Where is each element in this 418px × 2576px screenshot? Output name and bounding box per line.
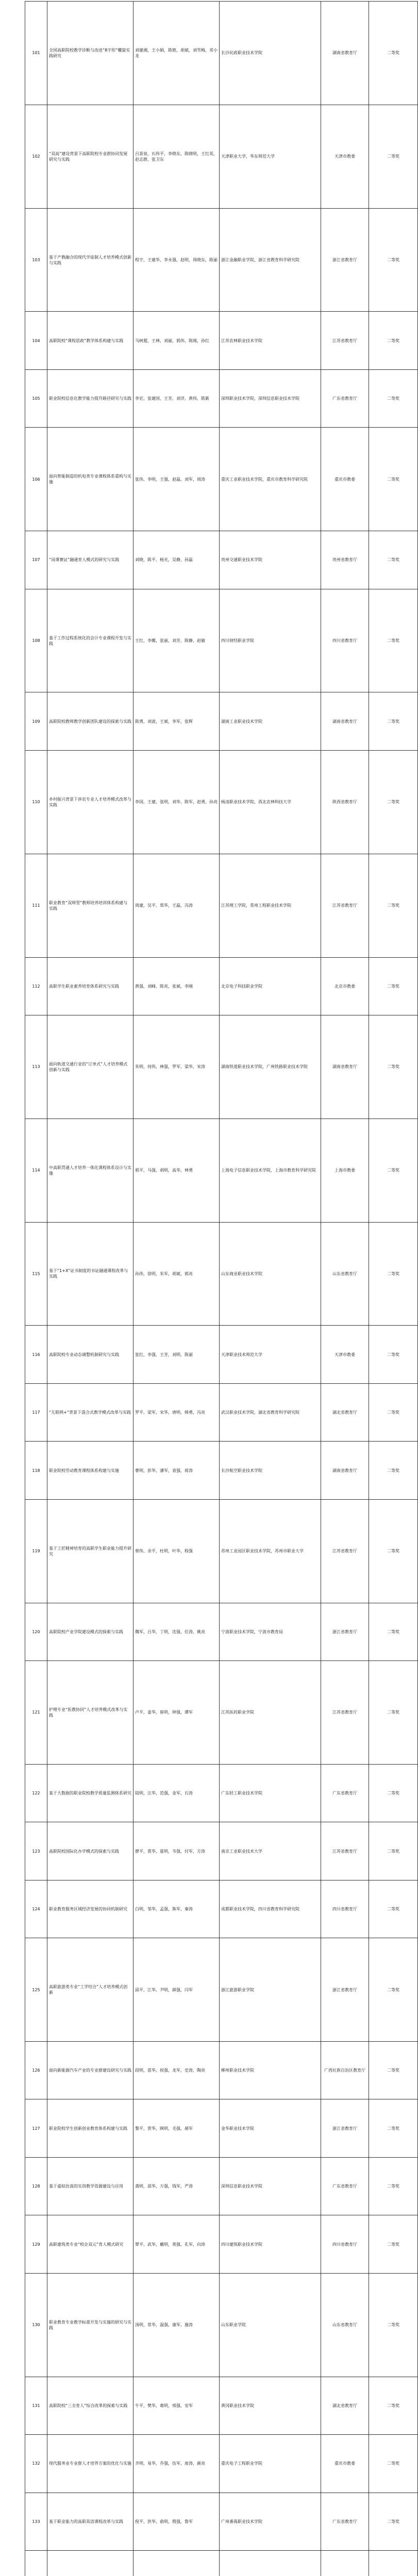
- serial-number-cell: [25, 2550, 47, 2576]
- achievement-name-cell: 现代服务业专业群人才培养方案的优化与实施: [47, 2435, 133, 2493]
- achievement-name-cell: 高职院校专业动态调整机制研究与实践: [47, 1326, 133, 1383]
- recommending-unit-cell: 湖南省教育厅: [321, 2, 369, 105]
- achievement-name-cell: 基于产教融合的现代学徒制人才培养模式创新与实践: [47, 208, 133, 312]
- recommending-unit-cell: 湖南省教育厅: [321, 1015, 369, 1118]
- serial-number-cell: 113: [25, 1015, 47, 1118]
- achievement-name-cell: 高职院校“三全育人”综合改革的探索与实践: [47, 2377, 133, 2434]
- institution-cell: 四川建筑职业技术学院: [220, 2215, 321, 2273]
- recommending-unit-cell: 广东省教育厅: [321, 1764, 369, 1822]
- recommending-unit-cell: 天津市教委: [321, 1326, 369, 1383]
- table-row: [25, 589, 418, 692]
- serial-number-cell: 127: [25, 2099, 47, 2157]
- institution-cell: 重庆电子工程职业学院: [220, 2435, 321, 2493]
- team-members-cell: 马树超，王林，刘丽，郭伟，陈刚，孙红: [133, 312, 220, 369]
- institution-cell: 山东商业职业技术学院: [220, 1222, 321, 1326]
- team-members-cell: 刘建湘，王小娟，陈艳，胡斌，刘雪梅，邓小龙: [133, 2, 220, 105]
- achievement-name-cell: 职业教育服务区域经济发展的协同机制研究: [47, 1880, 133, 1938]
- serial-number-cell: 120: [25, 1603, 47, 1660]
- team-members-cell: 龚明，邵华，万强，钱军，严涛: [133, 2157, 220, 2215]
- institution-cell: 广东轻工职业技术学院: [220, 1764, 321, 1822]
- institution-cell: 江苏理工学院，常州工程职业技术学院: [220, 854, 321, 957]
- award-level-cell: 二等奖: [369, 2273, 418, 2377]
- table-row: [25, 854, 418, 957]
- award-level-cell: 二等奖: [369, 957, 418, 1015]
- serial-number-cell: 124: [25, 1880, 47, 1938]
- achievement-name-cell: “岗课赛证”融通育人模式的研究与实践: [47, 531, 133, 589]
- team-members-cell: 周建，吴平，郑华，王磊，冯涛: [133, 854, 220, 957]
- team-members-cell: 黄强，刘峰，陈亮，张斌，李刚: [133, 957, 220, 1015]
- institution-cell: 江苏医药职业学院: [220, 1661, 321, 1765]
- achievement-name-cell: 高职学生职业素养培育体系研究与实践: [47, 957, 133, 1015]
- award-level-cell: 二等奖: [369, 2435, 418, 2493]
- recommending-unit-cell: 湖北省教育厅: [321, 1383, 369, 1441]
- team-members-cell: 汤明，常华，温强，康军，施涛: [133, 2273, 220, 2377]
- team-members-cell: 郭平，马强，胡明，高华，林勇: [133, 1118, 220, 1222]
- team-members-cell: 张伟，李明，王强，赵磊，刘军，周涛: [133, 428, 220, 531]
- team-members-cell: 曹明，彭华，潘军，袁强，蒋涛: [133, 1442, 220, 1499]
- table-row: [25, 2099, 418, 2157]
- achievement-name-cell: 职业院校信息化教学能力提升路径研究与实践: [47, 369, 133, 427]
- table-row: [25, 1383, 418, 1441]
- serial-number-cell: 102: [25, 105, 47, 208]
- recommending-unit-cell: 江苏省教育厅: [321, 312, 369, 369]
- table-row: [25, 1442, 418, 1499]
- institution-cell: 湖南工业职业技术学院: [220, 692, 321, 750]
- recommending-unit-cell: 重庆市教委: [321, 2435, 369, 2493]
- recommending-unit-cell: 湖北省教育厅: [321, 2377, 369, 2434]
- table-row: [25, 2157, 418, 2215]
- award-level-cell: 二等奖: [369, 1118, 418, 1222]
- achievement-name-cell: 职业院校学生创新创业教育体系构建与实践: [47, 2099, 133, 2157]
- table-row: [25, 1822, 418, 1880]
- table-row: [25, 2215, 418, 2273]
- serial-number-cell: 101: [25, 2, 47, 105]
- team-members-cell: 李国，王建，张明，刘华，陈军，赵勇，孙亮: [133, 750, 220, 854]
- achievement-name-cell: 基于虚拟仿真的实训教学资源建设与应用: [47, 2157, 133, 2215]
- team-members-cell: 黎平，贺华，顾明，毛强，郝军: [133, 2099, 220, 2157]
- serial-number-cell: 118: [25, 1442, 47, 1499]
- table-row: [25, 1880, 418, 1938]
- award-level-cell: 二等奖: [369, 2493, 418, 2550]
- team-members-cell: 覃平，武华，戴明，莫强，孔军，向涛: [133, 2215, 220, 2273]
- recommending-unit-cell: 湖南省教育厅: [321, 1442, 369, 1499]
- award-level-cell: 二等奖: [369, 1938, 418, 2042]
- award-level-cell: 二等奖: [369, 1661, 418, 1765]
- team-members-cell: 吕景泉，石伟平，李晓东，陈晓明，王红英，赵志群，张卫东: [133, 105, 220, 208]
- institution-cell: 长沙航空职业技术学院: [220, 1442, 321, 1499]
- award-level-cell: 二等奖: [369, 854, 418, 957]
- team-members-cell: 白明，邹华，孟强，熊军，秦涛: [133, 1880, 220, 1938]
- award-level-cell: 二等奖: [369, 692, 418, 750]
- institution-cell: 黄冈职业技术学院: [220, 2377, 321, 2434]
- team-members-cell: 邱平，江华，尹明，薛强，闫军: [133, 1938, 220, 2042]
- recommending-unit-cell: 浙江省教育厅: [321, 1938, 369, 2042]
- table-row: [25, 1326, 418, 1383]
- achievement-name-cell: 基于大数据的职业院校教学质量监测体系研究: [47, 1764, 133, 1822]
- table-row: [25, 2377, 418, 2434]
- serial-number-cell: 131: [25, 2377, 47, 2434]
- team-members-cell: 陈勇，刘波，王斌，李军，张辉: [133, 692, 220, 750]
- serial-number-cell: 126: [25, 2042, 47, 2099]
- achievement-name-cell: 职业教育专业教学标准开发与实施的研究与实践: [47, 2273, 133, 2377]
- recommending-unit-cell: 湖南省教育厅: [321, 692, 369, 750]
- serial-number-cell: 111: [25, 854, 47, 957]
- institution-cell: 浙江旅游职业学院: [220, 1938, 321, 2042]
- table-row: [25, 1938, 418, 2042]
- achievement-name-cell: 面向新能源汽车产业的专业群建设研究与实践: [47, 2042, 133, 2099]
- institution-cell: 柳州职业技术学院: [220, 2042, 321, 2099]
- recommending-unit-cell: 四川省教育厅: [321, 1880, 369, 1938]
- team-members-cell: 刘晓，陈平，杨光，吴静，孙磊: [133, 531, 220, 589]
- achievement-name-cell: [47, 2550, 133, 2576]
- achievement-name-cell: 基于“1+X”证书制度的书证融通课程改革与实践: [47, 1222, 133, 1326]
- institution-cell: 金华职业技术学院: [220, 2099, 321, 2157]
- award-level-cell: 二等奖: [369, 1326, 418, 1383]
- award-level-cell: 二等奖: [369, 312, 418, 369]
- award-list-body: [25, 2, 418, 2576]
- award-level-cell: 二等奖: [369, 208, 418, 312]
- team-members-cell: 段明，雷华，侯强，龙军，史涛，陶亮: [133, 2042, 220, 2099]
- recommending-unit-cell: 陕西省教育厅: [321, 750, 369, 854]
- recommending-unit-cell: 四川省教育厅: [321, 2215, 369, 2273]
- recommending-unit-cell: 贵州省教育厅: [321, 531, 369, 589]
- serial-number-cell: 108: [25, 589, 47, 692]
- serial-number-cell: 107: [25, 531, 47, 589]
- institution-cell: 重庆工业职业技术学院，重庆市教育科学研究院: [220, 428, 321, 531]
- award-level-cell: 二等奖: [369, 1764, 418, 1822]
- achievement-name-cell: “双高”建设背景下高职院校专业群协同发展研究与实践: [47, 105, 133, 208]
- recommending-unit-cell: 浙江省教育厅: [321, 1603, 369, 1660]
- table-row: [25, 1118, 418, 1222]
- serial-number-cell: 116: [25, 1326, 47, 1383]
- institution-cell: 广州番禺职业技术学院: [220, 2493, 321, 2550]
- award-level-cell: 二等奖: [369, 369, 418, 427]
- award-level-cell: 二等奖: [369, 105, 418, 208]
- team-members-cell: 罗平，梁军，宋华，唐明，韩勇，冯亮: [133, 1383, 220, 1441]
- serial-number-cell: 129: [25, 2215, 47, 2273]
- institution-cell: 苏州工业园区职业技术学院，苏州市职业大学: [220, 1499, 321, 1603]
- serial-number-cell: 130: [25, 2273, 47, 2377]
- award-level-cell: 二等奖: [369, 2377, 418, 2434]
- recommending-unit-cell: 浙江省教育厅: [321, 2099, 369, 2157]
- institution-cell: 天津职业技术师范大学: [220, 1326, 321, 1383]
- achievement-name-cell: 高职建筑类专业“校企双元”育人模式研究: [47, 2215, 133, 2273]
- team-members-cell: 蔡伟，余平，杜明，叶华，程强: [133, 1499, 220, 1603]
- serial-number-cell: 105: [25, 369, 47, 427]
- recommending-unit-cell: 广东省教育厅: [321, 2157, 369, 2215]
- award-level-cell: 二等奖: [369, 2, 418, 105]
- award-level-cell: 二等奖: [369, 531, 418, 589]
- table-row: [25, 750, 418, 854]
- recommending-unit-cell: 天津市教委: [321, 105, 369, 208]
- team-members-cell: 王红，李娜，张丽，刘芳，陈静，赵敏: [133, 589, 220, 692]
- institution-cell: 深圳信息职业技术学院: [220, 2157, 321, 2215]
- award-level-cell: 二等奖: [369, 750, 418, 854]
- serial-number-cell: 128: [25, 2157, 47, 2215]
- table-row: [25, 1015, 418, 1118]
- institution-cell: 贵州交通职业技术学院: [220, 531, 321, 589]
- team-members-cell: 牛平，樊华，葛明，邢强，安军: [133, 2377, 220, 2434]
- institution-cell: 四川财经职业学院: [220, 589, 321, 692]
- achievement-name-cell: 护理专业“医教协同”人才培养模式改革与实践: [47, 1661, 133, 1765]
- serial-number-cell: 133: [25, 2493, 47, 2550]
- team-members-cell: 卢平，姜华，崔明，钟强，谭军: [133, 1661, 220, 1765]
- recommending-unit-cell: 广西壮族自治区教育厅: [321, 2042, 369, 2099]
- institution-cell: 成都职业技术学院，四川省教育科学研究院: [220, 1880, 321, 1938]
- team-members-cell: 李宏，张建国，王芳，刘洋，黄伟，陈新: [133, 369, 220, 427]
- achievement-name-cell: “互联网+”背景下混合式教学模式改革与实践: [47, 1383, 133, 1441]
- award-level-cell: 二等奖: [369, 1383, 418, 1441]
- team-members-cell: [133, 2550, 220, 2576]
- serial-number-cell: 121: [25, 1661, 47, 1765]
- recommending-unit-cell: 广东省教育厅: [321, 369, 369, 427]
- team-members-cell: 魏军，吕华，丁明，沈强，任涛，姚亮: [133, 1603, 220, 1660]
- table-row: [25, 692, 418, 750]
- table-row: [25, 2042, 418, 2099]
- institution-cell: 北京电子科技职业学院: [220, 957, 321, 1015]
- table-row: [25, 369, 418, 427]
- award-level-cell: 二等奖: [369, 428, 418, 531]
- achievement-name-cell: 全国高职院校教学诊断与改进“8字形”螺旋实践研究: [47, 2, 133, 105]
- award-level-cell: 二等奖: [369, 1822, 418, 1880]
- recommending-unit-cell: 浙江省教育厅: [321, 208, 369, 312]
- recommending-unit-cell: 江苏省教育厅: [321, 854, 369, 957]
- serial-number-cell: 112: [25, 957, 47, 1015]
- award-level-cell: 二等奖: [369, 1499, 418, 1603]
- institution-cell: 杨凌职业技术学院，西北农林科技大学: [220, 750, 321, 854]
- award-level-cell: 二等奖: [369, 1880, 418, 1938]
- serial-number-cell: 109: [25, 692, 47, 750]
- team-members-cell: 朱明，何伟，林强，罗军，梁华，宋涛: [133, 1015, 220, 1118]
- team-members-cell: 陆明，汪华，范强，金军，石涛: [133, 1764, 220, 1822]
- table-row: [25, 428, 418, 531]
- institution-cell: 南京工业职业技术大学: [220, 1822, 321, 1880]
- recommending-unit-cell: 山东省教育厅: [321, 1222, 369, 1326]
- achievement-name-cell: 中高职贯通人才培养一体化课程体系设计与实施: [47, 1118, 133, 1222]
- achievement-name-cell: 高职院校“课程思政”教学体系构建与实践: [47, 312, 133, 369]
- serial-number-cell: 123: [25, 1822, 47, 1880]
- recommending-unit-cell: 江苏省教育厅: [321, 1822, 369, 1880]
- institution-cell: 深圳职业技术学院，深圳信息职业技术学院: [220, 369, 321, 427]
- achievement-name-cell: 高职院校国际化办学模式的探索与实践: [47, 1822, 133, 1880]
- serial-number-cell: 125: [25, 1938, 47, 2042]
- recommending-unit-cell: 江苏省教育厅: [321, 1499, 369, 1603]
- serial-number-cell: 110: [25, 750, 47, 854]
- table-row: [25, 2493, 418, 2550]
- achievement-name-cell: 基于工匠精神培育的高职学生职业能力提升研究: [47, 1499, 133, 1603]
- table-row: [25, 1222, 418, 1326]
- serial-number-cell: 119: [25, 1499, 47, 1603]
- achievement-name-cell: 面向轨道交通行业的“订单式”人才培养模式创新与实践: [47, 1015, 133, 1118]
- achievement-name-cell: 基于工作过程系统化的会计专业课程开发与实践: [47, 589, 133, 692]
- recommending-unit-cell: 四川省教育厅: [321, 589, 369, 692]
- award-level-cell: 二等奖: [369, 2042, 418, 2099]
- award-level-cell: 二等奖: [369, 2157, 418, 2215]
- award-level-cell: 二等奖: [369, 2215, 418, 2273]
- table-row: [25, 1499, 418, 1603]
- achievement-name-cell: 职业院校劳动教育课程体系构建与实施: [47, 1442, 133, 1499]
- recommending-unit-cell: 北京市教委: [321, 957, 369, 1015]
- award-level-cell: 二等奖: [369, 1603, 418, 1660]
- institution-cell: 上海电子信息职业技术学院，上海市教育科学研究院: [220, 1118, 321, 1222]
- award-level-cell: [369, 2550, 418, 2576]
- table-row: [25, 1661, 418, 1765]
- serial-number-cell: 106: [25, 428, 47, 531]
- institution-cell: 江苏农林职业技术学院: [220, 312, 321, 369]
- institution-cell: 天津职业大学，华东师范大学: [220, 105, 321, 208]
- serial-number-cell: 104: [25, 312, 47, 369]
- achievement-name-cell: 高职旅游类专业“工学结合”人才培养模式创新: [47, 1938, 133, 2042]
- achievement-name-cell: 基于职业能力的高职英语课程改革与实践: [47, 2493, 133, 2550]
- team-members-cell: 程宇，王建华，李永强，赵明，周晓东，陈丽: [133, 208, 220, 312]
- award-level-cell: 二等奖: [369, 1015, 418, 1118]
- achievement-name-cell: 乡村振兴背景下涉农专业人才培养模式改革与实践: [47, 750, 133, 854]
- table-row: [25, 1764, 418, 1822]
- recommending-unit-cell: 山东省教育厅: [321, 2273, 369, 2377]
- team-members-cell: 张红，李强，王芳，刘明，陈丽: [133, 1326, 220, 1383]
- table-row: [25, 2435, 418, 2493]
- award-level-cell: 二等奖: [369, 2099, 418, 2157]
- achievement-name-cell: 职业教育“双师型”教师培养培训体系构建与实践: [47, 854, 133, 957]
- award-level-cell: 二等奖: [369, 1222, 418, 1326]
- serial-number-cell: 103: [25, 208, 47, 312]
- serial-number-cell: 117: [25, 1383, 47, 1441]
- team-members-cell: 廖平，贾华，夏明，韦强，付军，方涛: [133, 1822, 220, 1880]
- award-list-table: [25, 1, 418, 2576]
- table-row: [25, 208, 418, 312]
- recommending-unit-cell: 上海市教委: [321, 1118, 369, 1222]
- recommending-unit-cell: [321, 2550, 369, 2576]
- recommending-unit-cell: 江苏省教育厅: [321, 1661, 369, 1765]
- institution-cell: 宁波职业技术学院，宁波市教育局: [220, 1603, 321, 1660]
- achievement-name-cell: 高职院校产业学院建设模式的探索与实践: [47, 1603, 133, 1660]
- achievement-name-cell: 面向智能制造的机电类专业课程体系重构与实施: [47, 428, 133, 531]
- table-row: [25, 2550, 418, 2576]
- serial-number-cell: 114: [25, 1118, 47, 1222]
- recommending-unit-cell: 重庆市教委: [321, 428, 369, 531]
- serial-number-cell: 132: [25, 2435, 47, 2493]
- table-row: [25, 1603, 418, 1660]
- award-level-cell: 二等奖: [369, 589, 418, 692]
- table-row: [25, 531, 418, 589]
- table-row: [25, 957, 418, 1015]
- table-row: [25, 2273, 418, 2377]
- team-members-cell: 倪平，洪华，俞明，殷强，鲁军: [133, 2493, 220, 2550]
- institution-cell: 山东职业学院: [220, 2273, 321, 2377]
- institution-cell: 长沙民政职业技术学院: [220, 2, 321, 105]
- achievement-name-cell: 高职院校教师教学创新团队建设的探索与实践: [47, 692, 133, 750]
- table-row: [25, 105, 418, 208]
- institution-cell: 浙江金融职业学院，浙江省教育科学研究院: [220, 208, 321, 312]
- table-row: [25, 2, 418, 105]
- team-members-cell: 孙伟，徐明，朱军，胡斌，郭亮: [133, 1222, 220, 1326]
- award-level-cell: 二等奖: [369, 1442, 418, 1499]
- serial-number-cell: 115: [25, 1222, 47, 1326]
- team-members-cell: 齐明，易华，乔强，伍军，庞涛，颜亮: [133, 2435, 220, 2493]
- table-row: [25, 312, 418, 369]
- institution-cell: [220, 2550, 321, 2576]
- institution-cell: 武汉职业技术学院，湖北省教育科学研究院: [220, 1383, 321, 1441]
- institution-cell: 湖南铁道职业技术学院，广州铁路职业技术学院: [220, 1015, 321, 1118]
- recommending-unit-cell: 广东省教育厅: [321, 2493, 369, 2550]
- serial-number-cell: 122: [25, 1764, 47, 1822]
